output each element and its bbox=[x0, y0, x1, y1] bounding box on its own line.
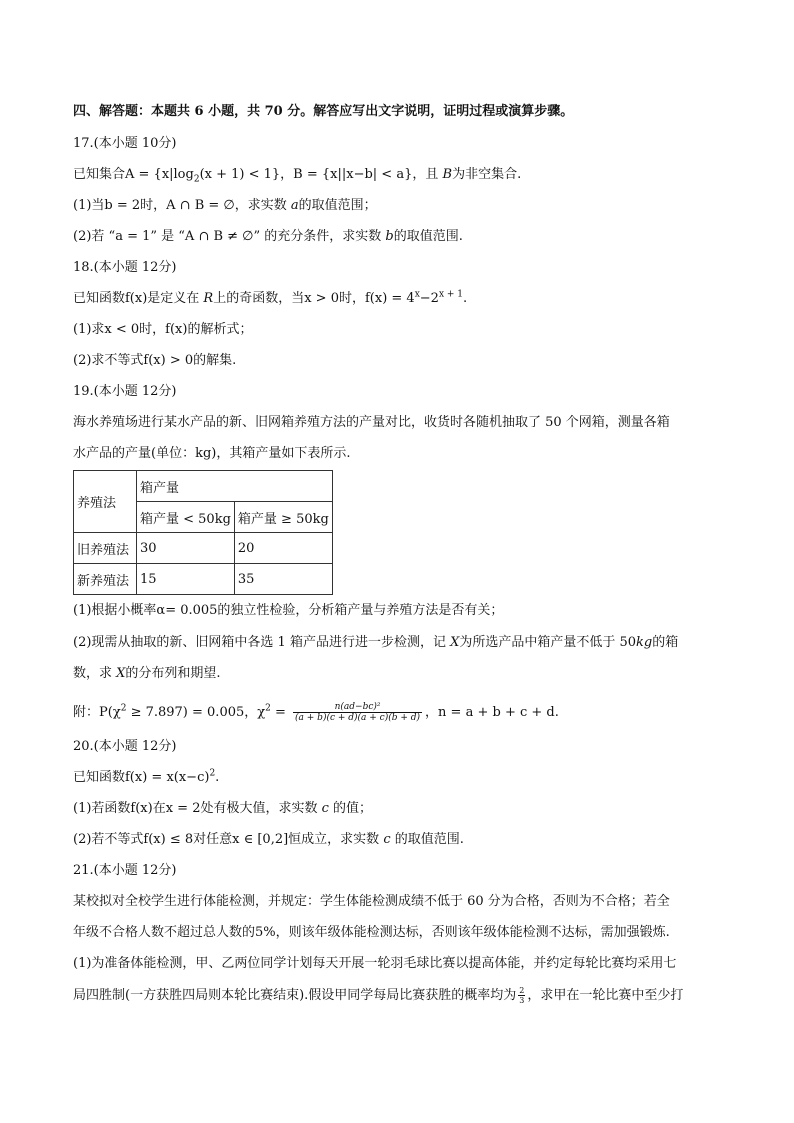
table-cell: 35 bbox=[234, 564, 332, 595]
q17-part2: (2)若 “a = 1” 是 “A ∩ B ≠ ∅” 的充分条件，求实数 b的取值范围. bbox=[73, 229, 463, 244]
table-row-label: 旧养殖法 bbox=[74, 533, 137, 564]
table-group-header: 箱产量 bbox=[137, 471, 333, 502]
yield-table bbox=[73, 470, 333, 595]
table-corner-header: 养殖法 bbox=[74, 471, 137, 533]
q17-heading: 17.(本小题 10分) bbox=[73, 136, 177, 151]
q18-part2: (2)求不等式f(x) > 0的解集. bbox=[73, 353, 237, 368]
q19-part2-line1: (2)现需从抽取的新、旧网箱中各选 1 箱产品进行进一步检测，记 X为所选产品中箱产量不低于 50kg的箱 bbox=[73, 635, 679, 650]
table-row-label: 新养殖法 bbox=[74, 564, 137, 595]
table-row bbox=[74, 564, 333, 595]
table-row bbox=[74, 533, 333, 564]
q19-heading: 19.(本小题 12分) bbox=[73, 384, 177, 399]
table-cell: 20 bbox=[234, 533, 332, 564]
q20-part1: (1)若函数f(x)在x = 2处有极大值，求实数 c 的值； bbox=[73, 801, 373, 816]
q20-stem: 已知函数$f(x) = x(x-c)^2$. bbox=[73, 768, 220, 785]
q18-stem: 已知函数f(x)是定义在 R上的奇函数，当x > 0时，$f(x) = 4^x-2^{x + 1}$. bbox=[73, 289, 468, 306]
q21-part1-line2: 局四胜制(一方获胜四局则本轮比赛结束).假设甲同学每局比赛获胜的概率均为 $\frac{2}{3}$ ，求甲在一轮比赛中至少打 bbox=[73, 986, 684, 1005]
q18-heading: 18.(本小题 12分) bbox=[73, 260, 177, 275]
q21-part1-line1: (1)为准备体能检测，甲、乙两位同学计划每天开展一轮羽毛球比赛以提高体能，并约定每轮比赛均采用七 bbox=[73, 956, 677, 971]
q17-stem: 已知集合$A = \{x|\log_2(x + 1) < 1\}$，B = {x||x−b| < a}，且 B为非空集合. bbox=[73, 167, 522, 185]
q19-appendix: 附：$P(\chi^2 \ge 7.897) = 0.005$，$\chi^2$ = $\frac{\text{n(ad−bc)²}}{(a + b)(c + d)(a + c)(b + d)}$ ，n = a + b + c + d. bbox=[73, 702, 559, 723]
q19-stem-line2: 水产品的产量(单位：kg)，其箱产量如下表所示. bbox=[73, 446, 351, 461]
q20-part2: (2)若不等式f(x) ≤ 8对任意x ∈ [0,2]恒成立，求实数 c 的取值范围. bbox=[73, 832, 464, 847]
q19-part2-line2: 数，求 X的分布列和期望. bbox=[73, 666, 221, 681]
q21-stem-line1: 某校拟对全校学生进行体能检测，并规定：学生体能检测成绩不低于 60 分为合格，否则为不合格；若全 bbox=[73, 894, 670, 909]
q21-stem-line2: 年级不合格人数不超过总人数的5%，则该年级体能检测达标，否则该年级体能检测不达标，需加强锻炼. bbox=[73, 925, 670, 940]
q20-heading: 20.(本小题 12分) bbox=[73, 739, 177, 754]
q21-heading: 21.(本小题 12分) bbox=[73, 863, 177, 878]
section-header: 四、解答题：本题共 6 小题，共 70 分。解答应写出文字说明，证明过程或演算步骤。 bbox=[73, 104, 574, 119]
q19-part1: (1)根据小概率α= 0.005的独立性检验，分析箱产量与养殖方法是否有关； bbox=[73, 603, 504, 618]
q17-part1: (1)当b = 2时，A ∩ B = ∅，求实数 a的取值范围； bbox=[73, 198, 377, 213]
q19-stem-line1: 海水养殖场进行某水产品的新、旧网箱养殖方法的产量对比，收货时各随机抽取了 50 个网箱，测量各箱 bbox=[73, 415, 670, 430]
table-cell: 30 bbox=[137, 533, 235, 564]
chi-square-formula: $\frac{\text{n(ad−bc)²}}{(a + b)(c + d)(a + c)(b + d)}$ bbox=[295, 702, 421, 723]
table-col-header: 箱产量 < 50kg bbox=[137, 502, 235, 533]
table-col-header: 箱产量 ≥ 50kg bbox=[234, 502, 332, 533]
q18-part1: (1)求x < 0时，f(x)的解析式； bbox=[73, 322, 253, 337]
probability-fraction: $\frac{2}{3}$ bbox=[519, 986, 525, 1005]
table-cell: 15 bbox=[137, 564, 235, 595]
